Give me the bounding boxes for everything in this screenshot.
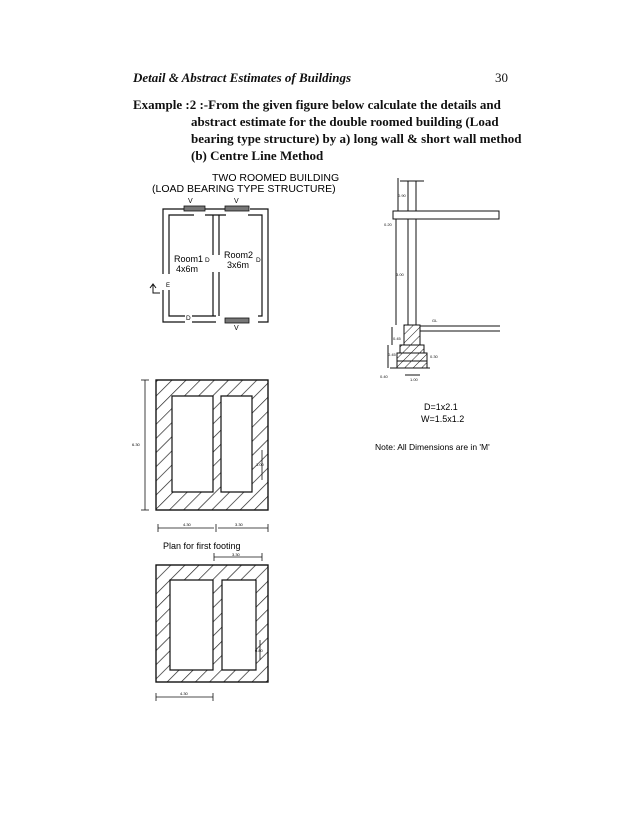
dim-left: 6.30 [132,442,140,447]
building-title-1: TWO ROOMED BUILDING [212,172,340,184]
example-line-3: bearing type structure) by a) long wall & short wall method [191,131,522,146]
window-label: V [234,325,239,332]
door-spec: D=1x2.1 [424,402,458,412]
svg-text:1.00: 1.00 [410,377,418,382]
building-title-2: (LOAD BEARING TYPE STRUCTURE) [152,183,336,195]
dim-side: 1.00 [256,462,264,467]
svg-text:0.30: 0.30 [430,354,438,359]
room1-size: 4x6m [176,264,199,274]
page-number: 30 [495,70,508,85]
entrance-arrow-icon [150,284,160,293]
door-label: D [205,257,210,264]
room2-size: 3x6m [227,260,250,270]
svg-text:0.45: 0.45 [388,352,396,357]
window-label: V [188,198,193,205]
room1-name: Room1 [174,254,204,264]
window-top-left [184,206,205,211]
dim-bottom-left: 4.30 [183,522,191,527]
example-line-2: abstract estimate for the double roomed building (Load [191,114,499,129]
example-line-1: Example :2 :-From the given figure below calculate the details and [133,97,501,112]
example-line-4: (b) Centre Line Method [191,148,324,163]
svg-text:0.90: 0.90 [398,193,406,198]
svg-text:0.40: 0.40 [380,374,388,379]
svg-text:3.00: 3.00 [396,272,404,277]
door-label: D [186,315,191,322]
window-bottom [225,318,249,323]
entrance-label: E [166,283,171,289]
dim-bottom-2: 4.30 [180,691,188,696]
dim-bottom-right: 3.30 [235,522,243,527]
dimensions-note: Note: All Dimensions are in 'M' [375,442,490,452]
svg-text:GL: GL [432,318,438,323]
footing-caption: Plan for first footing [163,541,241,551]
door-label: D [256,257,261,264]
svg-text:0.20: 0.20 [384,222,392,227]
room2-name: Room2 [224,250,254,260]
footing-plan-2 [156,553,268,701]
dim-top: 3.30 [232,552,240,557]
window-top-right [225,206,249,211]
header-title: Detail & Abstract Estimates of Buildings [133,70,352,85]
window-spec: W=1.5x1.2 [421,414,465,424]
window-label: V [234,198,239,205]
footing-plan-1 [141,380,268,532]
wall-section [388,178,500,375]
svg-text:0.45: 0.45 [393,336,401,341]
dim-side-2: 0.80 [255,648,263,653]
